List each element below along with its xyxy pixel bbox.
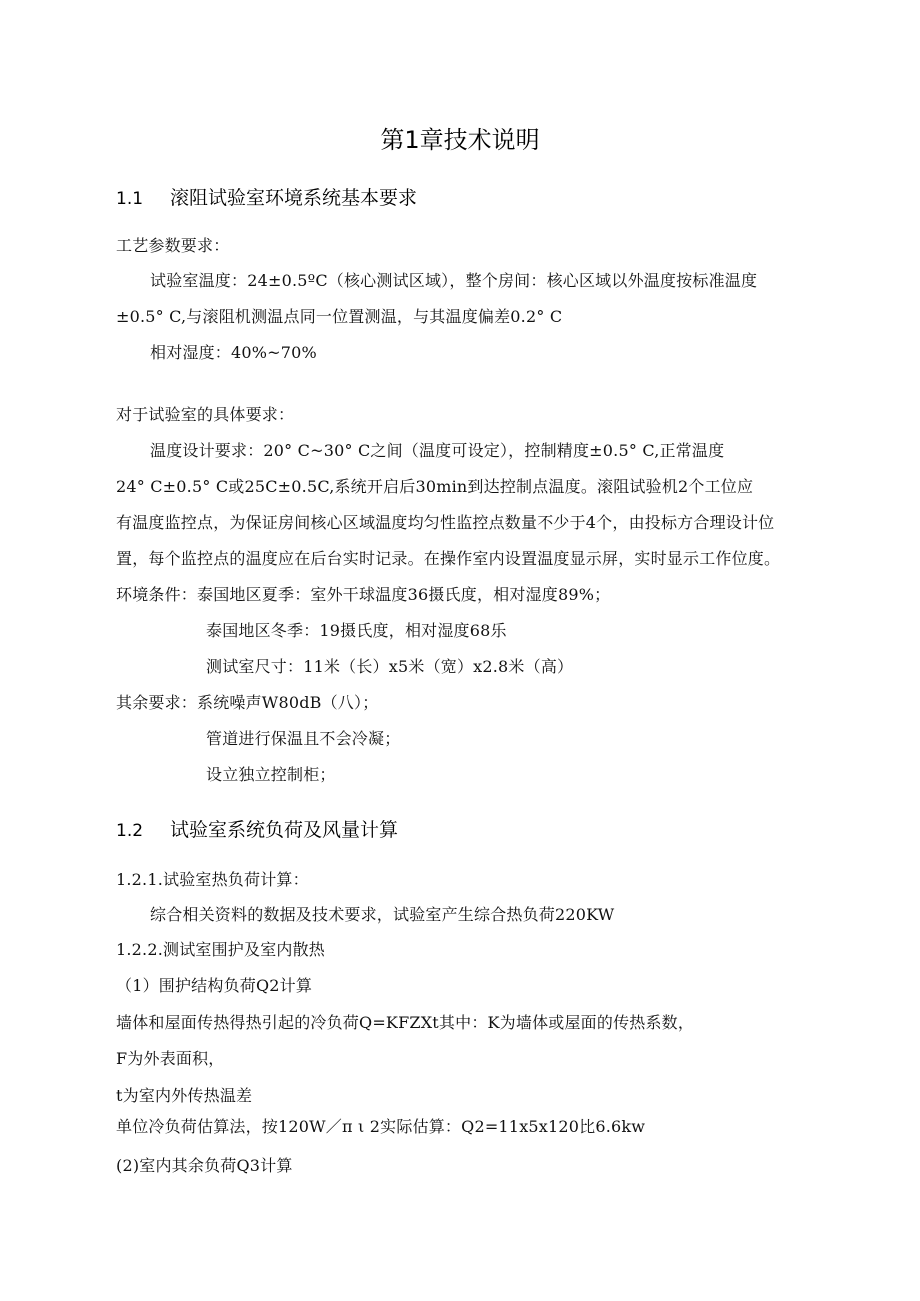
specific-requirements-label: 对于试验室的具体要求： <box>116 405 295 424</box>
section-title: 试验室系统负荷及风量计算 <box>170 819 399 841</box>
f-definition: F为外表面积， <box>116 1049 225 1068</box>
item-1-envelope-load: （1）围护结构负荷Q2计算 <box>116 976 313 995</box>
humidity-requirement: 相对湿度：40%~70% <box>150 343 317 362</box>
chapter-title: 第1章技术说明 <box>380 126 540 154</box>
subsection-1-2-1-heading: 1.2.1.试验室热负荷计算： <box>116 870 309 889</box>
section-heading-1-1 <box>116 185 417 212</box>
item-2-indoor-load: (2)室内其余负荷Q3计算 <box>116 1156 293 1175</box>
other-requirements-noise: 其余要求：系统噪声W80dB（八）； <box>116 693 379 712</box>
temperature-requirement-line-2: ±0.5° C,与滚阻机测温点同一位置测温，与其温度偏差0.2° C <box>116 307 563 326</box>
temperature-design-line-3: 有温度监控点，为保证房间核心区域温度均匀性监控点数量不少于4个，由投标方合理设计位 <box>116 513 775 532</box>
control-cabinet-requirement: 设立独立控制柜； <box>206 765 336 784</box>
temperature-requirement-line-1: 试验室温度：24±0.5ºC（核心测试区域），整个房间：核心区域以外温度按标准温度 <box>150 271 758 290</box>
t-definition: t为室内外传热温差 <box>116 1086 253 1105</box>
temperature-design-line-2: 24° C±0.5° C或25C±0.5C,系统开启后30min到达控制点温度。滚阻试验机2个工位应 <box>116 477 754 496</box>
test-room-size: 测试室尺寸：11米（长）x5米（宽）x2.8米（高） <box>206 657 574 676</box>
section-title: 滚阻试验室环境系统基本要求 <box>170 187 418 209</box>
section-heading-1-2 <box>116 817 398 844</box>
subsection-1-2-1-body: 综合相关资料的数据及技术要求，试验室产生综合热负荷220KW <box>150 905 615 924</box>
section-number: 1.1 <box>116 189 144 209</box>
environment-conditions-winter: 泰国地区冬季：19摄氏度，相对湿度68乐 <box>206 621 507 640</box>
subsection-1-2-2-heading: 1.2.2.测试室围护及室内散热 <box>116 940 325 959</box>
section-number: 1.2 <box>116 821 144 841</box>
environment-conditions-summer: 环境条件：泰国地区夏季：室外干球温度36摄氏度，相对湿度89%； <box>116 585 611 604</box>
unit-cooling-load-estimate: 单位冷负荷估算法，按120W／π ι 2实际估算：Q2=11x5x120比6.6kw <box>116 1117 646 1136</box>
cooling-load-formula: 墙体和屋面传热得热引起的冷负荷Q=KFZXt其中：K为墙体或屋面的传热系数， <box>116 1013 695 1032</box>
process-params-label: 工艺参数要求： <box>116 236 230 255</box>
temperature-design-line-1: 温度设计要求：20° C~30° C之间（温度可设定），控制精度±0.5° C,正常温度 <box>150 441 725 460</box>
temperature-design-line-4: 置，每个监控点的温度应在后台实时记录。在操作室内设置温度显示屏，实时显示工作位度。 <box>116 549 781 568</box>
pipe-insulation-requirement: 管道进行保温且不会冷凝； <box>206 729 401 748</box>
